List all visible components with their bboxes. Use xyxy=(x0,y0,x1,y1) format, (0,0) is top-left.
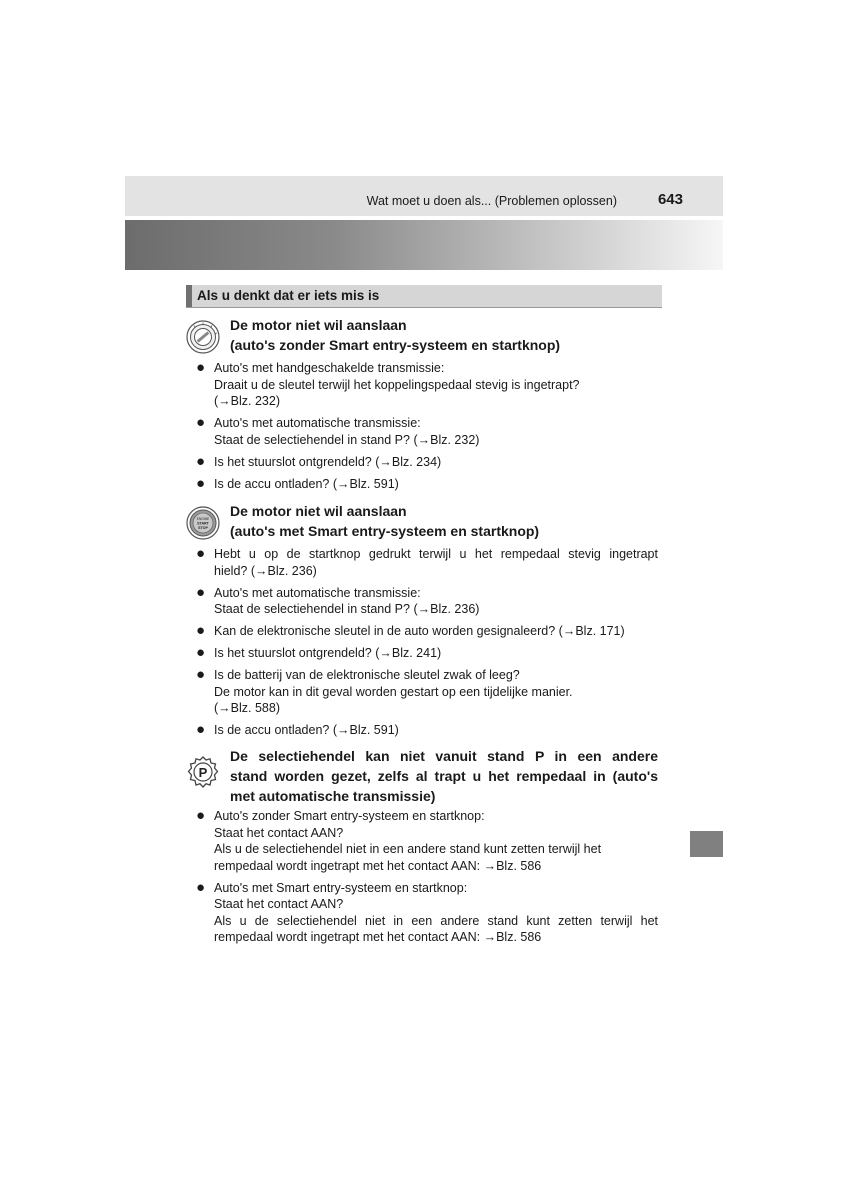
block-2-title-line: (auto's met Smart entry-systeem en startknop) xyxy=(230,523,540,539)
block-2-list xyxy=(196,546,658,744)
page-header xyxy=(125,176,723,216)
bullet-icon: ● xyxy=(196,807,206,824)
bullet-icon: ● xyxy=(196,666,206,683)
list-item: ● Is de batterij van de elektronische sleutel zwak of leeg? De motor kan in dit geval worden gestart op een tijdelijke manier. (→Blz. 588) xyxy=(196,666,573,715)
block-3-title-line: De selectiehendel kan niet vanuit stand P in een andere xyxy=(230,748,658,764)
block-3-title-line: stand worden gezet, zelfs al trapt u het rempedaal in (auto's xyxy=(230,768,658,784)
block-3-list xyxy=(196,808,658,951)
engine-start-stop-button-icon xyxy=(186,506,220,540)
svg-text:START: START xyxy=(197,521,209,526)
svg-text:STOP: STOP xyxy=(198,526,208,530)
block-1-title xyxy=(230,315,658,355)
block-3-title xyxy=(230,746,658,806)
list-item: ● Is het stuurslot ontgrendeld? (→Blz. 241) xyxy=(196,644,442,661)
list-item: ● Kan de elektronische sleutel in de auto worden gesignaleerd? (→Blz. 171) xyxy=(196,622,625,639)
block-1-list xyxy=(196,360,658,498)
list-item: ● Auto's met handgeschakelde transmissie: Draait u de sleutel terwijl het koppelingspedaal stevig is ingetrapt? (→Blz. 232) xyxy=(196,359,580,408)
list-item: ● Auto's zonder Smart entry-systeem en startknop: Staat het contact AAN? Als u de selectiehendel niet in een andere stand kunt zetten terwijl het rempedaal wordt ingetrapt met het contact AAN: →Blz. 586 xyxy=(196,807,602,873)
section-heading-marker xyxy=(186,285,192,307)
bullet-icon: ● xyxy=(196,644,206,661)
section-heading-text: Als u denkt dat er iets mis is xyxy=(197,288,380,303)
list-item: ● Is de accu ontladen? (→Blz. 591) xyxy=(196,474,399,492)
bullet-icon: ● xyxy=(196,474,206,492)
block-1-title-line: (auto's zonder Smart entry-systeem en startknop) xyxy=(230,337,561,353)
list-item: ● Is de accu ontladen? (→Blz. 591) xyxy=(196,721,399,738)
header-gradient-band xyxy=(125,220,723,270)
bullet-icon: ● xyxy=(196,721,206,738)
bullet-icon: ● xyxy=(196,622,206,639)
block-1-title-line: De motor niet wil aanslaan xyxy=(230,317,407,333)
bullet-icon: ● xyxy=(196,878,206,896)
bullet-icon: ● xyxy=(196,452,206,470)
list-item: ● Is het stuurslot ontgrendeld? (→Blz. 234) xyxy=(196,452,442,470)
block-2-title-line: De motor niet wil aanslaan xyxy=(230,503,407,519)
park-gear-icon xyxy=(186,755,220,789)
bullet-icon: ● xyxy=(196,414,206,431)
list-item: ● Auto's met automatische transmissie: Staat de selectiehendel in stand P? (→Blz. 232) xyxy=(196,414,480,447)
page-number: 643 xyxy=(657,191,683,208)
list-item: ● Hebt u op de startknop gedrukt terwijl u het rempedaal stevig ingetrapt hield? (→Blz. 236) xyxy=(196,545,658,578)
section-heading xyxy=(186,285,662,308)
block-2-title xyxy=(230,501,658,541)
chapter-thumb-tab xyxy=(690,831,723,857)
bullet-icon: ● xyxy=(196,359,206,376)
svg-text:P: P xyxy=(198,765,208,780)
bullet-icon: ● xyxy=(196,583,206,601)
block-3-title-line: met automatische transmissie) xyxy=(230,788,436,804)
ignition-key-icon xyxy=(186,320,220,354)
svg-text:ENGINE: ENGINE xyxy=(196,517,210,521)
bullet-icon: ● xyxy=(196,545,206,562)
header-title: Wat moet u doen als... (Problemen oplossen) xyxy=(366,194,617,208)
list-item: ● Auto's met automatische transmissie: Staat de selectiehendel in stand P? (→Blz. 236) xyxy=(196,583,480,616)
list-item: ● Auto's met Smart entry-systeem en startknop: Staat het contact AAN? Als u de selectiehendel niet in een andere stand kunt zetten terwijl het rempedaal wordt ingetrapt met het contact AAN: →Blz. 586 xyxy=(196,878,658,944)
